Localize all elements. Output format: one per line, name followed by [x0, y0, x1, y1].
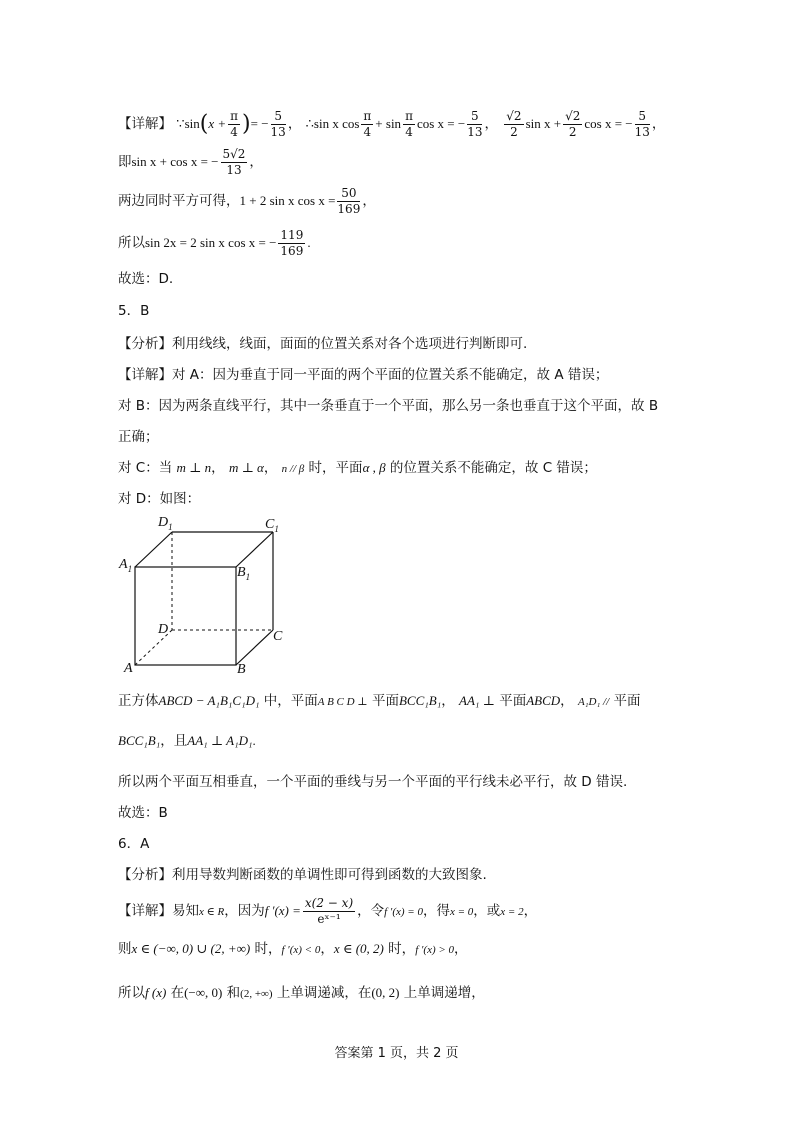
- fraction-denominator: 4: [363, 125, 372, 139]
- math-text: x = 2: [500, 906, 524, 918]
- math-text: cos x = −: [584, 116, 633, 131]
- fraction-numerator: √2: [506, 109, 522, 123]
- math-text: ABCD: [526, 693, 561, 708]
- math-text: f ′(x) =: [264, 903, 301, 918]
- fraction-denominator: eˣ⁻¹: [317, 912, 341, 926]
- fraction-numerator: √2: [565, 109, 581, 123]
- fraction-denominator: 4: [405, 125, 413, 139]
- text: 平面: [367, 693, 399, 709]
- fraction-numerator: 50: [337, 186, 360, 202]
- fraction-numerator: 5√2: [222, 147, 246, 161]
- math-text: BCC₁B₁: [118, 733, 161, 748]
- text: 和: [222, 985, 241, 1001]
- fraction-denominator: 169: [280, 244, 304, 258]
- math-text: sin: [184, 116, 200, 131]
- detail-line-c: [118, 457, 597, 480]
- cube-statement-2: [118, 730, 256, 752]
- solution-line-4: [118, 225, 311, 261]
- interval-line: [118, 938, 468, 961]
- math-text: BCC₁B₁: [398, 693, 442, 708]
- math-text: x ∈ (−∞, 0) ∪ (2, +∞): [131, 941, 251, 956]
- conclusion-line: 所以两个平面互相垂直，一个平面的垂线与另一个平面的平行线未必平行，故 D 错误.: [118, 774, 628, 790]
- fraction-denominator: 4: [230, 125, 238, 139]
- text: 对 C：当: [118, 460, 173, 476]
- text: ，: [249, 154, 263, 170]
- fraction-numerator: 5: [271, 109, 286, 125]
- text: ，得: [422, 903, 450, 919]
- answer-line: 故选：B: [118, 805, 168, 821]
- math-text: (0, 2): [371, 985, 400, 1000]
- detail-line: 对 B：因为两条直线平行，其中一条垂直于一个平面，那么另一条也垂直于这个平面，故 B: [118, 398, 659, 414]
- text: 则: [118, 941, 132, 957]
- analysis-line: 【分析】利用导数判断函数的单调性即可得到函数的大致图象.: [118, 867, 487, 883]
- answer-line: 故选：D.: [118, 271, 174, 287]
- math-text: x +: [208, 116, 227, 131]
- text: 两边同时平方可得，: [118, 193, 240, 209]
- text: 正方体: [118, 693, 159, 709]
- text: 时，平面: [304, 460, 363, 476]
- text: 即: [118, 154, 132, 170]
- analysis-line: 【分析】利用线线，线面，面面的位置关系对各个选项进行判断即可.: [118, 336, 528, 352]
- fraction-denominator: 13: [226, 163, 242, 177]
- fraction-numerator: 5: [467, 109, 482, 125]
- text: ，且: [160, 733, 188, 749]
- text: 在: [166, 985, 185, 1001]
- cube-figure: [115, 512, 295, 674]
- text: ，: [441, 693, 455, 709]
- question-number: 6．A: [118, 836, 150, 852]
- math-text: AA₁ ⊥: [459, 693, 495, 708]
- fraction-denominator: 2: [510, 125, 518, 139]
- math-text: x ∈ (0, 2): [333, 941, 384, 956]
- text: 上单调递减，在: [272, 985, 372, 1001]
- math-text: sin 2x = 2 sin x cos x = −: [145, 235, 277, 250]
- text: ，: [263, 460, 278, 476]
- math-text: f ′(x) < 0: [281, 944, 321, 956]
- vertex-label-B: B: [237, 662, 246, 674]
- math-text: sin x +: [525, 116, 562, 131]
- math-text: sin x + cos x = −: [131, 154, 219, 169]
- math-text: (−∞, 0): [184, 985, 223, 1000]
- text: ，: [523, 903, 538, 919]
- math-text: A₁D₁ //: [577, 696, 610, 708]
- fraction-numerator: x(2 − x): [304, 896, 354, 910]
- text: 所以: [118, 235, 145, 251]
- text: ，: [454, 941, 468, 957]
- text: ，: [560, 693, 574, 709]
- fraction-denominator: 2: [568, 125, 577, 139]
- fraction-denominator: 169: [337, 202, 361, 216]
- vertex-label-A: A: [124, 661, 133, 674]
- text: ，: [211, 460, 225, 476]
- solution-line-3: [118, 183, 376, 219]
- math-text: sin x cos: [313, 116, 360, 131]
- text: .: [252, 733, 256, 748]
- because-symbol: ∵: [176, 116, 185, 131]
- text: .: [307, 235, 311, 250]
- math-text: ABCD − A₁B₁C₁D₁: [158, 693, 260, 708]
- math-text: n // β: [281, 463, 305, 475]
- vertex-label-B1: $B_1$: [237, 565, 251, 582]
- text: ，: [320, 941, 334, 957]
- text: 平面: [494, 693, 527, 709]
- monotonicity-line: [118, 982, 485, 1005]
- text: ，或: [473, 903, 501, 919]
- text: 中，平面: [259, 693, 318, 709]
- text: 时，: [383, 941, 416, 957]
- vertex-label-D: D: [158, 622, 169, 637]
- detail-line: 【详解】对 A：因为垂直于同一平面的两个平面的位置关系不能确定，故 A 错误；: [118, 367, 609, 383]
- derivative-line: [118, 893, 537, 929]
- math-text: m ⊥ α: [228, 460, 264, 475]
- text: ，因为: [224, 903, 265, 919]
- math-text: + sin: [375, 116, 402, 131]
- math-text: (2, +∞): [240, 988, 273, 1000]
- text: 所以: [118, 985, 145, 1001]
- math-text: m ⊥ n: [176, 460, 212, 475]
- cube-statement: [118, 690, 640, 713]
- solution-line-2: [118, 144, 263, 180]
- text: 的位置关系不能确定，故 C 错误；: [385, 460, 597, 476]
- text: ，: [362, 193, 376, 209]
- text: 上单调递增，: [399, 985, 485, 1001]
- fraction-numerator: π: [405, 109, 413, 123]
- text: ，令: [357, 903, 385, 919]
- fraction-numerator: π: [230, 109, 239, 123]
- math-text: f ′(x) = 0: [384, 906, 423, 918]
- fraction-numerator: 119: [280, 228, 304, 242]
- detail-line: 对 D：如图：: [118, 491, 201, 507]
- detail-line: 正确；: [118, 429, 159, 445]
- question-number: 5．B: [118, 303, 150, 319]
- fraction-denominator: 13: [634, 125, 650, 139]
- fraction-denominator: 13: [467, 125, 483, 139]
- fraction-denominator: 13: [270, 125, 286, 139]
- math-text: x ∈ R: [199, 906, 225, 918]
- math-text: α , β: [362, 460, 386, 475]
- text: 平面: [609, 693, 641, 709]
- math-text: AA₁ ⊥ A₁D₁: [187, 733, 253, 748]
- therefore-symbol: ∴: [305, 116, 314, 131]
- math-text: 1 + 2 sin x cos x =: [239, 193, 336, 208]
- math-text: = −: [250, 116, 269, 131]
- math-text: f ′(x) > 0: [415, 944, 455, 956]
- vertex-label-D1: $D_1$: [158, 515, 173, 532]
- text: 时，: [250, 941, 282, 957]
- vertex-label-C1: $C_1$: [265, 517, 279, 534]
- math-text: cos x = −: [416, 116, 466, 131]
- math-text: A B C D ⊥: [317, 696, 368, 708]
- fraction-numerator: π: [363, 109, 372, 123]
- fraction-numerator: 5: [635, 109, 650, 125]
- text: 【详解】易知: [118, 903, 199, 919]
- math-text: f (x): [145, 985, 167, 1000]
- solution-line-1: 【详解】 ∵sin(x + $\frac{\pi}{4}$ )= − $\frac{5}{13}$ ， ∴sin x cos $\frac{\pi}{4}$ + sin $\frac{\pi}{4}$ cos x = − $\frac{5}{13}$ ， $\frac{√2}{2}$ sin x + $\frac{√2}{2}$ cos x = − $\frac{5}{13}$ ，: [118, 109, 666, 139]
- math-text: x = 0: [449, 906, 474, 918]
- page-footer: 答案第 1 页，共 2 页: [334, 1046, 459, 1061]
- detail-label: 【详解】: [118, 116, 172, 132]
- vertex-label-A1: $A_1$: [119, 557, 133, 574]
- vertex-label-C: C: [273, 629, 283, 644]
